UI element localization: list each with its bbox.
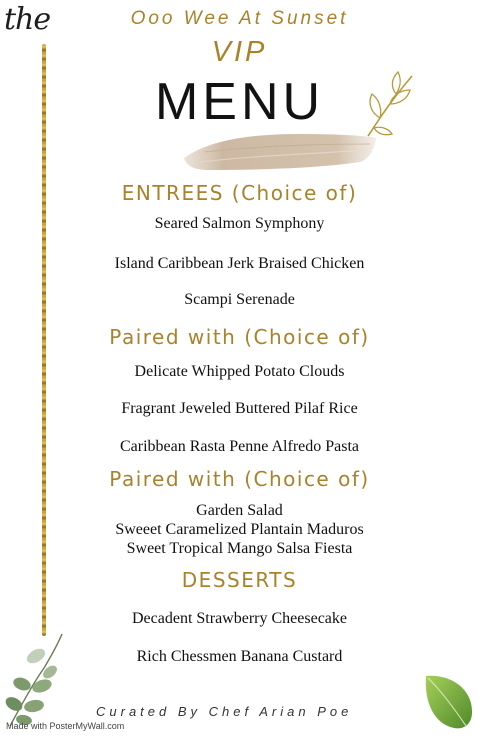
section-heading-paired-2: Paired with (Choice of) <box>109 467 370 491</box>
watermark-link[interactable]: Made with PosterMyWall.com <box>6 721 125 731</box>
menu-item: Garden Salad <box>196 502 283 519</box>
section-heading-desserts: DESSERTS <box>181 568 298 592</box>
green-leaf-icon <box>420 672 476 732</box>
menu-item: Caribbean Rasta Penne Alfredo Pasta <box>119 438 360 455</box>
menu-item: Sweeet Caramelized Plantain Maduros <box>115 521 364 538</box>
event-name: Ooo Wee At Sunset <box>130 8 349 29</box>
menu-item: Rich Chessmen Banana Custard <box>136 648 343 665</box>
section-heading-entrees: ENTREES (Choice of) <box>121 181 358 205</box>
menu-item: Seared Salmon Symphony <box>154 215 325 232</box>
vip-label: VIP <box>211 36 268 68</box>
menu-item: Delicate Whipped Potato Clouds <box>134 363 345 380</box>
menu-item: Decadent Strawberry Cheesecake <box>132 610 347 627</box>
menu-item: Sweet Tropical Mango Salsa Fiesta <box>126 540 353 557</box>
chef-credit: Curated By Chef Arian Poe <box>96 704 353 719</box>
eucalyptus-icon <box>0 628 74 728</box>
menu-item: Scampi Serenade <box>184 291 295 308</box>
menu-item: Fragrant Jeweled Buttered Pilaf Rice <box>121 400 358 417</box>
script-the-logo: the <box>4 2 51 37</box>
paint-brush-swash <box>180 128 380 174</box>
menu-title: MENU <box>154 73 325 131</box>
section-heading-paired-1: Paired with (Choice of) <box>109 325 370 349</box>
menu-item: Island Caribbean Jerk Braised Chicken <box>114 255 365 272</box>
